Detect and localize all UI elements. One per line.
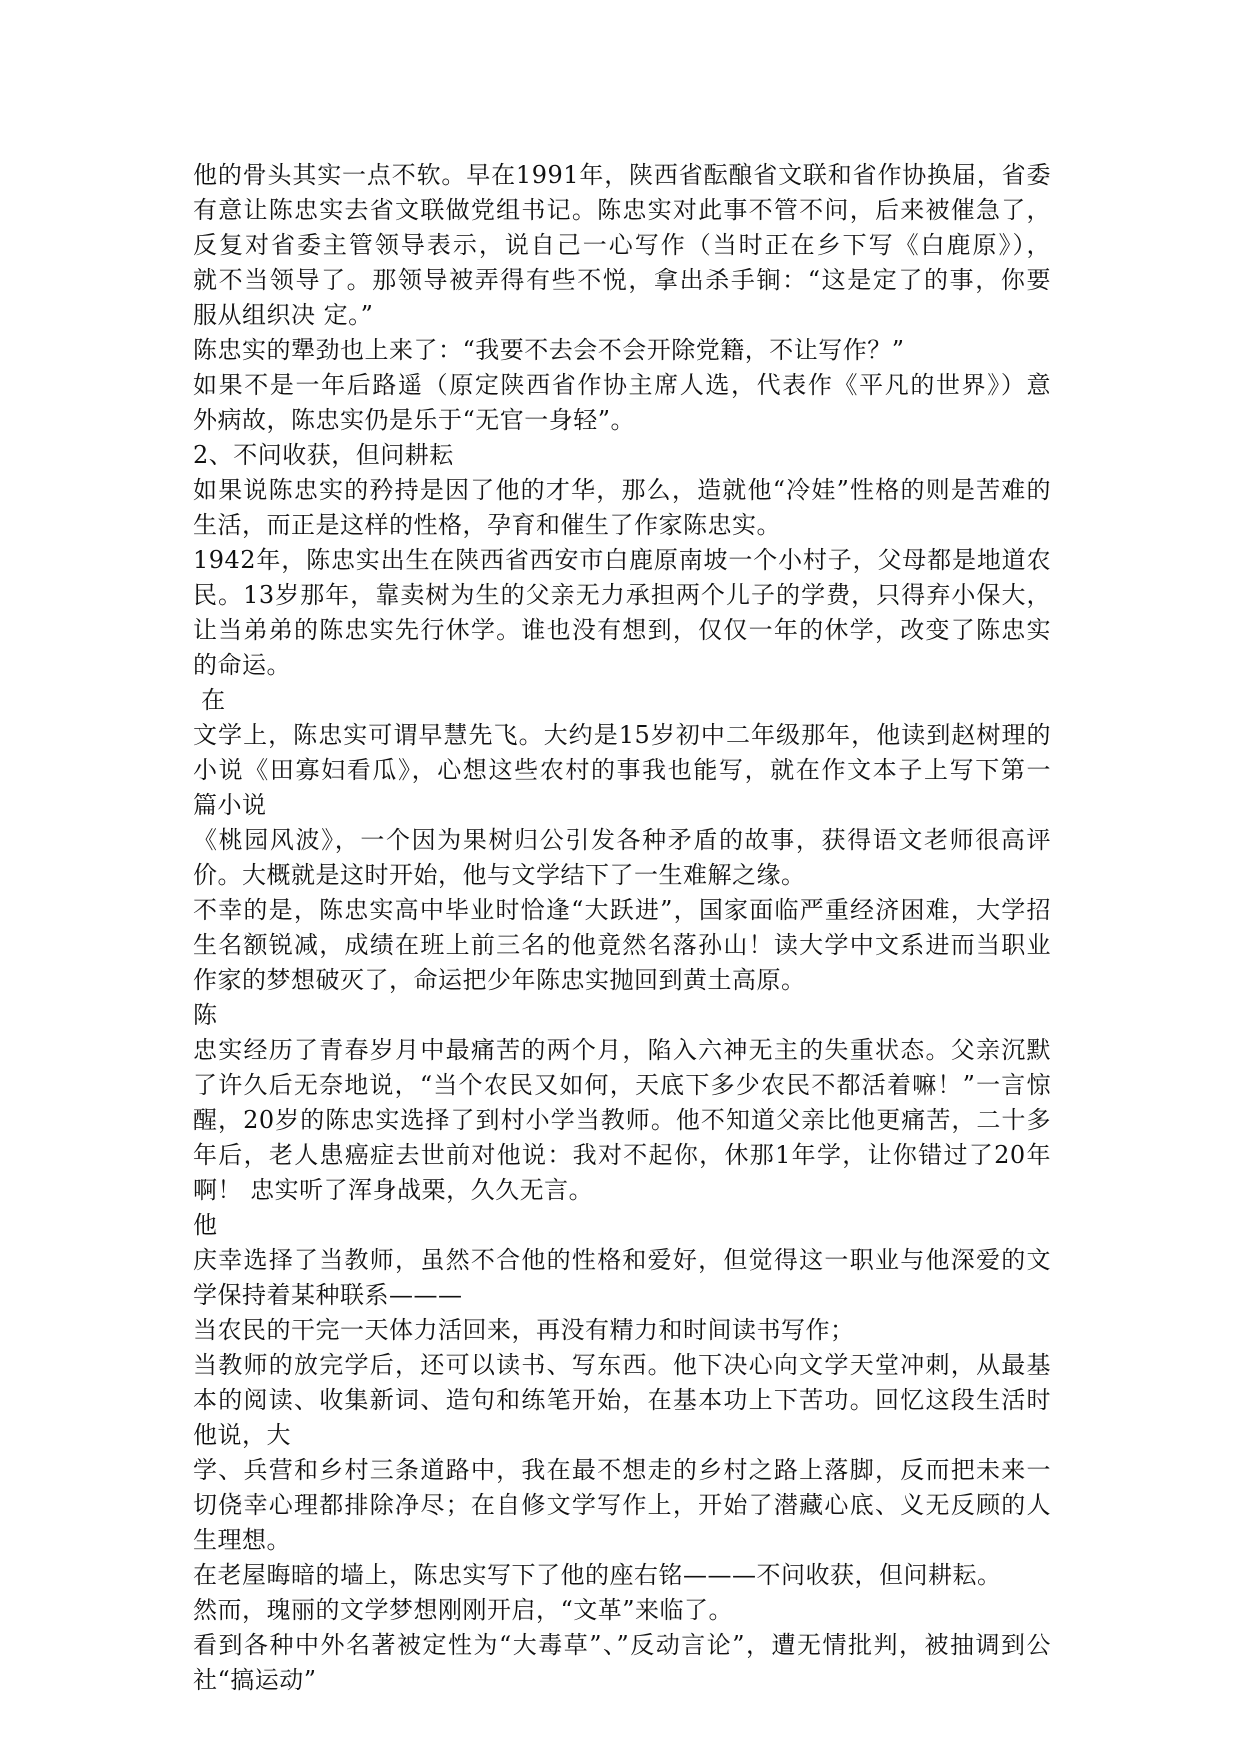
text-line: 篇小说 (193, 791, 267, 819)
text-line: 价。大概就是这时开始，他与文学结下了一生难解之缘。 (193, 861, 806, 889)
text-line: 学、兵营和乡村三条道路中，我在最不想走的乡村之路上落脚，反而把未来一 (193, 1456, 1051, 1484)
text-line: 文学上，陈忠实可谓早慧先飞。大约是15岁初中二年级那年，他读到赵树理的 (193, 721, 1051, 749)
text-line: 他 (193, 1211, 218, 1239)
text-line: 让当弟弟的陈忠实先行休学。谁也没有想到，仅仅一年的休学，改变了陈忠实 (193, 616, 1051, 644)
text-line: 醒，20岁的陈忠实选择了到村小学当教师。他不知道父亲比他更痛苦，二十多 (193, 1106, 1051, 1134)
text-line: 陈 (193, 1001, 218, 1029)
text-line: 《桃园风波》，一个因为果树归公引发各种矛盾的故事，获得语文老师很高评 (193, 826, 1051, 854)
text-line: 如果不是一年后路遥（原定陕西省作协主席人选，代表作《平凡的世界》）意 (193, 371, 1051, 399)
text-line: 当农民的干完一天体力活回来，再没有精力和时间读书写作； (193, 1316, 855, 1344)
text-line: 生理想。 (193, 1526, 291, 1554)
text-line: 年后，老人患癌症去世前对他说：我对不起你，休那1年学，让你错过了20年 (193, 1141, 1051, 1169)
text-line: 然而，瑰丽的文学梦想刚刚开启，“文革”来临了。 (193, 1596, 734, 1624)
text-line: 本的阅读、收集新词、造句和练笔开始，在基本功上下苦功。回忆这段生活时 (193, 1386, 1051, 1414)
text-line: 他说，大 (193, 1421, 291, 1449)
text-line: 如果说陈忠实的矜持是因了他的才华，那么，造就他“冷娃”性格的则是苦难的 (193, 476, 1051, 504)
text-line: 外病故，陈忠实仍是乐于“无官一身轻”。 (193, 406, 636, 434)
text-line: 1942年，陈忠实出生在陕西省西安市白鹿原南坡一个小村子，父母都是地道农 (193, 546, 1051, 574)
text-line: 看到各种中外名著被定性为“大毒草”、”反动言论”，遭无情批判，被抽调到公 (193, 1631, 1051, 1659)
text-line: 不幸的是，陈忠实高中毕业时恰逢“大跃进”，国家面临严重经济困难，大学招 (193, 896, 1051, 924)
text-line: 忠实经历了青春岁月中最痛苦的两个月，陷入六神无主的失重状态。父亲沉默 (193, 1036, 1051, 1064)
text-line: 社“搞运动” (193, 1666, 317, 1694)
text-line: 服从组织决 定。” (193, 301, 374, 329)
text-line: 就不当领导了。那领导被弄得有些不悦，拿出杀手锏：“这是定了的事，你要 (193, 266, 1051, 294)
text-line: 反复对省委主管领导表示，说自己一心写作（当时正在乡下写《白鹿原》）， (193, 231, 1051, 259)
text-line: 啊！ 忠实听了浑身战栗，久久无言。 (193, 1176, 594, 1204)
article-body (193, 158, 1051, 1698)
text-line: 当教师的放完学后，还可以读书、写东西。他下决心向文学天堂冲刺，从最基 (193, 1351, 1051, 1379)
text-line: 生名额锐减，成绩在班上前三名的他竟然名落孙山！读大学中文系进而当职业 (193, 931, 1051, 959)
text-line: 作家的梦想破灭了，命运把少年陈忠实抛回到黄土高原。 (193, 966, 806, 994)
text-line: 小说《田寡妇看瓜》，心想这些农村的事我也能写，就在作文本子上写下第一 (193, 756, 1051, 784)
text-line: 的命运。 (193, 651, 291, 679)
text-line: 切侥幸心理都排除净尽；在自修文学写作上，开始了潜藏心底、义无反顾的人 (193, 1491, 1051, 1519)
text-line: 了许久后无奈地说，“当个农民又如何，天底下多少农民不都活着嘛！”一言惊 (193, 1071, 1051, 1099)
text-line: 学保持着某种联系——— (193, 1281, 463, 1309)
section-heading: 2、不问收获，但问耕耘 (193, 441, 454, 469)
text-line: 生活，而正是这样的性格，孕育和催生了作家陈忠实。 (193, 511, 781, 539)
text-line: 陈忠实的犟劲也上来了：“我要不去会不会开除党籍，不让写作？” (193, 336, 905, 364)
text-line: 在 (193, 686, 226, 714)
text-line: 在老屋晦暗的墙上，陈忠实写下了他的座右铭———不问收获，但问耕耘。 (193, 1561, 1002, 1589)
text-line: 有意让陈忠实去省文联做党组书记。陈忠实对此事不管不问，后来被催急了， (193, 196, 1051, 224)
text-line: 民。13岁那年，靠卖树为生的父亲无力承担两个儿子的学费，只得弃小保大， (193, 581, 1051, 609)
text-line: 庆幸选择了当教师，虽然不合他的性格和爱好，但觉得这一职业与他深爱的文 (193, 1246, 1051, 1274)
text-line: 他的骨头其实一点不软。早在1991年，陕西省酝酿省文联和省作协换届，省委 (193, 161, 1051, 189)
